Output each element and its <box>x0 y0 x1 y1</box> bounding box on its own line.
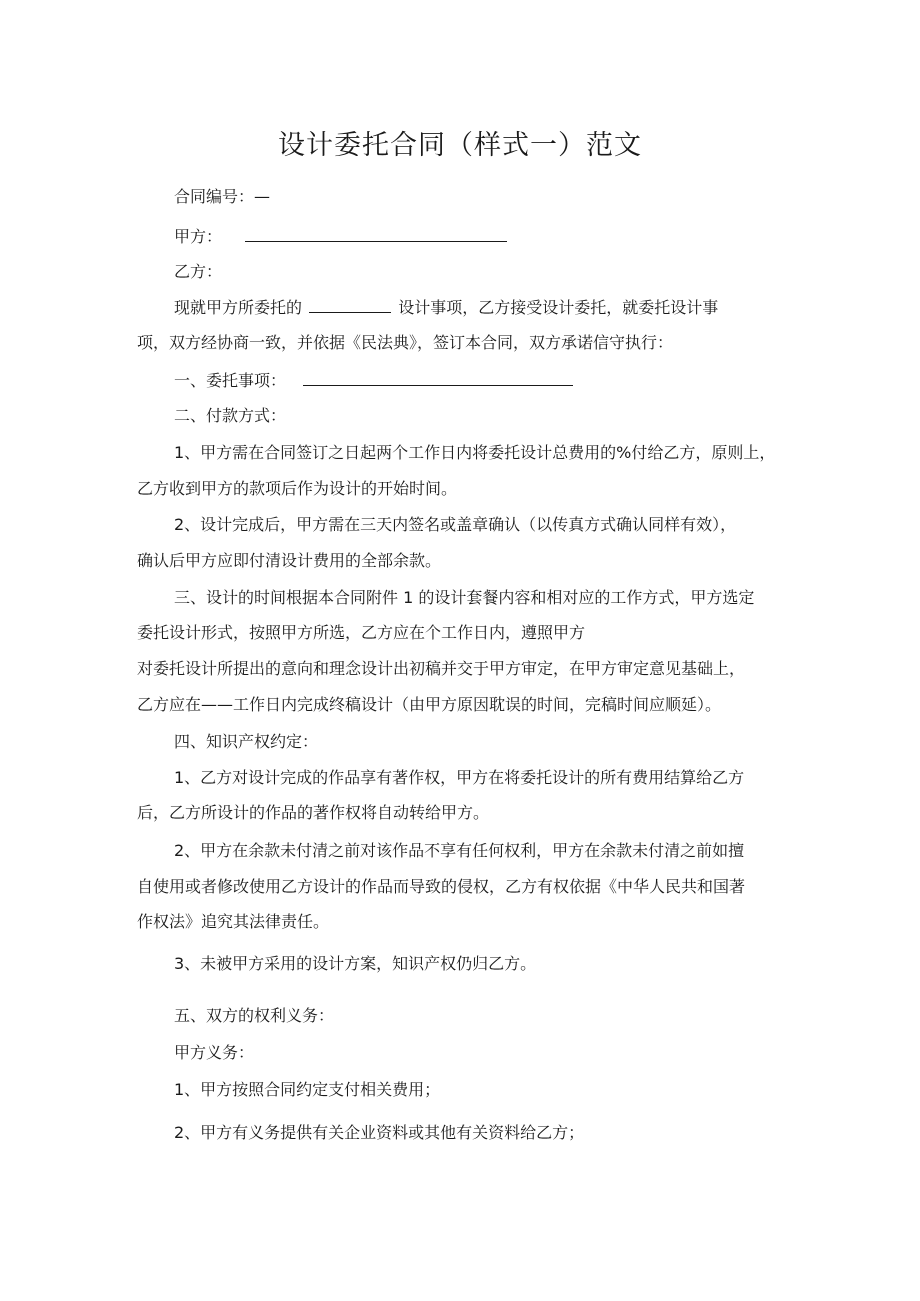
party-a-blank <box>245 227 507 242</box>
s2-item1-line1: 1、甲方需在合同签订之日起两个工作日内将委托设计总费用的%付给乙方，原则上， <box>174 443 776 462</box>
s4-item1-line1: 1、乙方对设计完成的作品享有著作权，甲方在将委托设计的所有费用结算给乙方 <box>174 768 745 787</box>
section1-label: 一、委托事项： <box>174 371 287 390</box>
s3-line1: 三、设计的时间根据本合同附件 1 的设计套餐内容和相对应的工作方式，甲方选定 <box>174 588 755 607</box>
section5-heading: 五、双方的权利义务： <box>174 1006 335 1025</box>
section1-blank <box>303 371 573 386</box>
design-item-blank <box>309 298 391 313</box>
s4-item3: 3、未被甲方采用的设计方案，知识产权仍归乙方。 <box>174 954 537 973</box>
party-b-label: 乙方： <box>174 262 223 281</box>
s4-item2-line3: 作权法》追究其法律责任。 <box>137 912 330 931</box>
s3-line4: 乙方应在——工作日内完成终稿设计（由甲方原因耽误的时间，完稿时间应顺延）。 <box>137 695 722 714</box>
intro-text-after: 设计事项，乙方接受设计委托，就委托设计事 <box>398 298 719 317</box>
contract-number: 合同编号：— <box>174 187 271 206</box>
party-a-label: 甲方： <box>174 227 223 246</box>
intro-line-2: 项，双方经协商一致，并依据《民法典》，签订本合同，双方承诺信守执行： <box>137 333 674 352</box>
s5-item2: 2、甲方有义务提供有关企业资料或其他有关资料给乙方； <box>174 1123 585 1142</box>
s2-item1-line2: 乙方收到甲方的款项后作为设计的开始时间。 <box>137 479 458 498</box>
party-a-line <box>174 226 507 248</box>
section2-heading: 二、付款方式： <box>174 406 287 425</box>
s3-line2: 委托设计形式，按照甲方所选，乙方应在个工作日内，遵照甲方 <box>137 623 586 642</box>
s4-item1-line2: 后，乙方所设计的作品的著作权将自动转给甲方。 <box>137 803 490 822</box>
intro-text-before: 现就甲方所委托的 <box>174 298 303 317</box>
s2-item2-line2: 确认后甲方应即付清设计费用的全部余款。 <box>137 551 442 570</box>
s3-line3: 对委托设计所提出的意向和理念设计出初稿并交于甲方审定，在甲方审定意见基础上， <box>137 659 746 678</box>
s5-item1: 1、甲方按照合同约定支付相关费用； <box>174 1080 441 1099</box>
section1-line <box>174 370 573 392</box>
section4-heading: 四、知识产权约定： <box>174 732 319 751</box>
intro-line-1 <box>174 297 718 319</box>
party-a-duties-heading: 甲方义务： <box>174 1043 255 1062</box>
page-title: 设计委托合同（样式一）范文 <box>278 130 642 161</box>
s2-item2-line1: 2、设计完成后，甲方需在三天内签名或盖章确认（以传真方式确认同样有效）， <box>174 515 737 534</box>
s4-item2-line1: 2、甲方在余款未付清之前对该作品不享有任何权利，甲方在余款未付清之前如擅 <box>174 841 745 860</box>
s4-item2-line2: 自使用或者修改使用乙方设计的作品而导致的侵权，乙方有权依据《中华人民共和国著 <box>137 877 746 896</box>
